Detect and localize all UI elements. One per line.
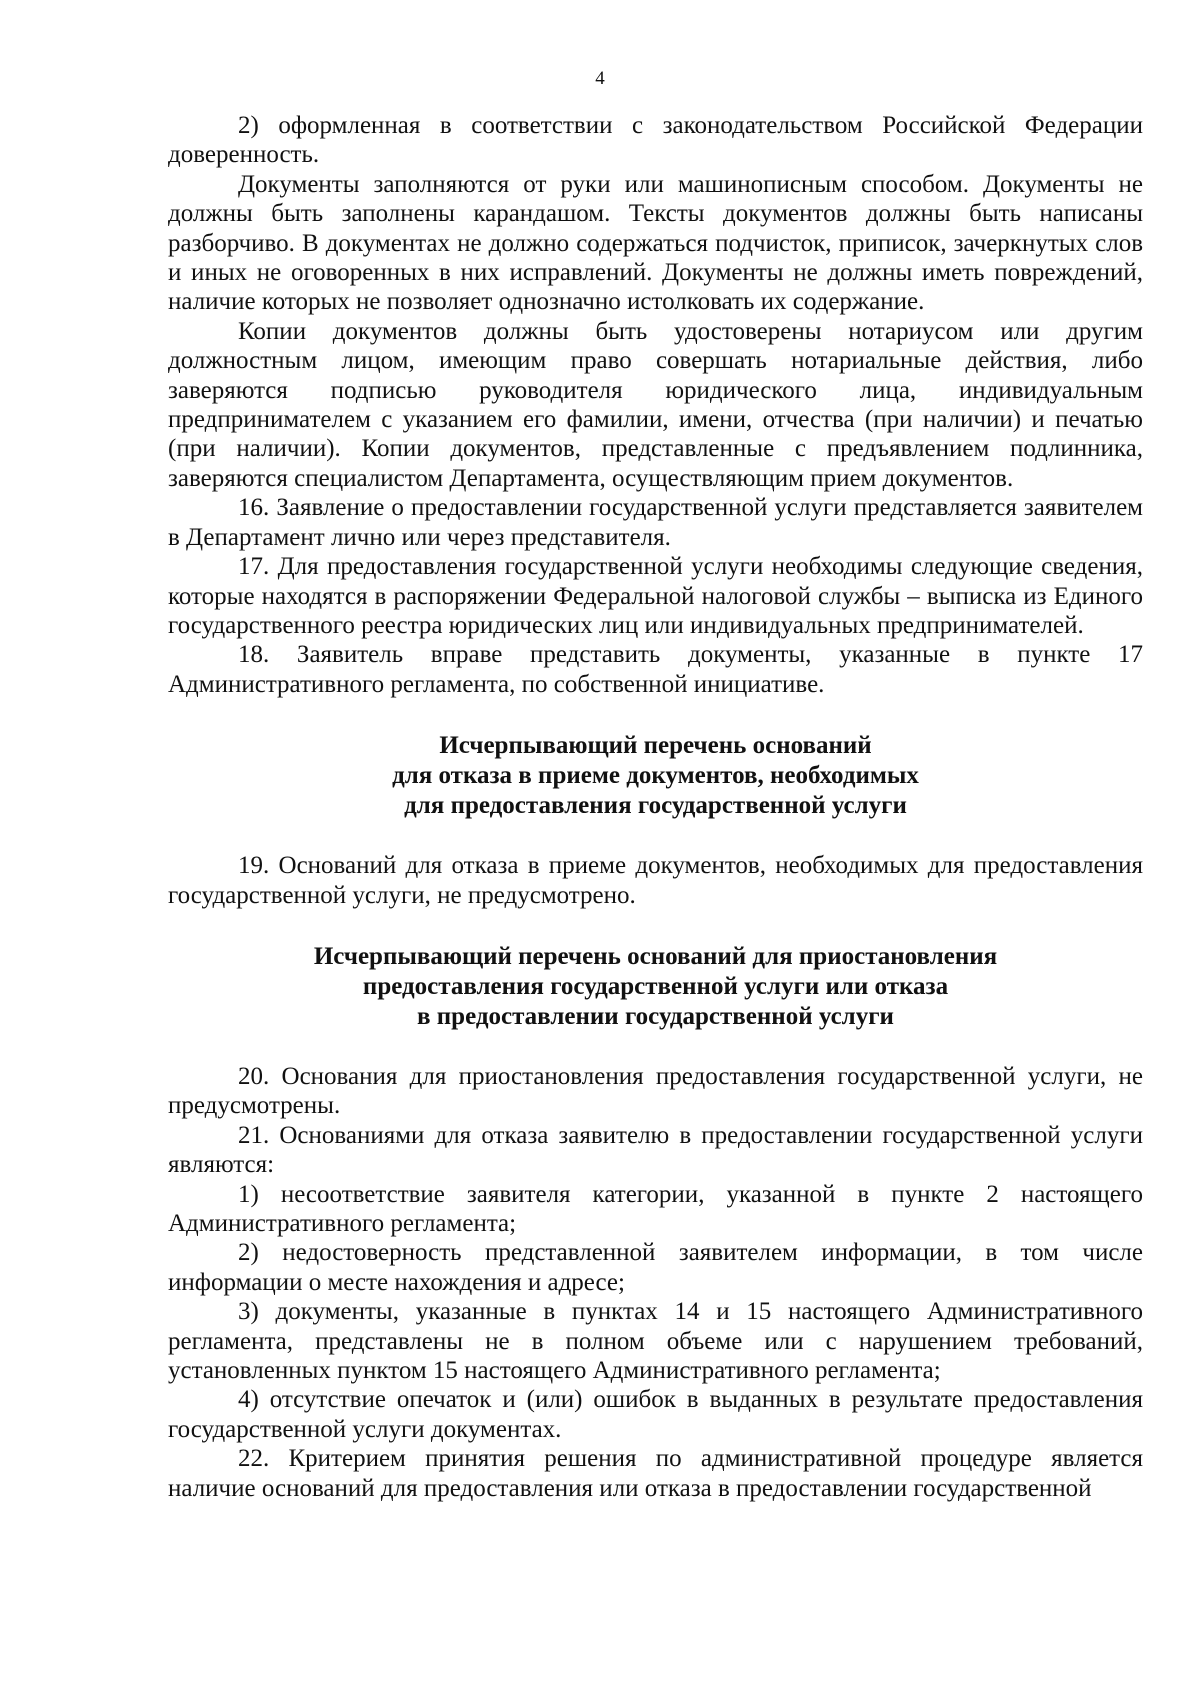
heading-line: Исчерпывающий перечень оснований для приостановления [313, 942, 998, 970]
heading-line: предоставления государственной услуги или отказа [362, 972, 949, 1000]
document-body [168, 111, 1143, 1503]
paragraph-21: 21. Основаниями для отказа заявителю в предоставлении государственной услуги являются: [168, 1121, 1143, 1179]
page-number: 4 [595, 68, 605, 89]
paragraph-18: 18. Заявитель вправе представить документы, указанные в пункте 17 Административного регламента, по собственной инициативе. [168, 641, 1143, 698]
paragraph-17: 17. Для предоставления государственной услуги необходимы следующие сведения, которые находятся в распоряжении Федеральной налоговой службы – выписка из Единого государственного реестра юридических лиц или индивидуальных предпринимателей. [168, 553, 1143, 639]
paragraph-16: 16. Заявление о предоставлении государственной услуги представляется заявителем в Департамент лично или через представителя. [168, 494, 1143, 551]
section-body-suspension-refusal [168, 1062, 1143, 1503]
paragraph-power-of-attorney: 2) оформленная в соответствии с законодательством Российской Федерации доверенность. [168, 112, 1143, 169]
paragraph-21-item-2: 2) недостоверность представленной заявителем информации, в том числе информации о месте нахождения и адресе; [168, 1239, 1143, 1296]
paragraph-22: 22. Критерием принятия решения по административной процедуре является наличие оснований для предоставления или отказа в предоставлении государственной [168, 1445, 1143, 1502]
paragraph-21-item-1: 1) несоответствие заявителя категории, указанной в пункте 2 настоящего Административного регламента; [168, 1180, 1143, 1237]
heading-line: для предоставления государственной услуги [404, 792, 907, 820]
paragraph-21-item-4: 4) отсутствие опечаток и (или) ошибок в выданных в результате предоставления государственной услуги документах. [168, 1386, 1143, 1443]
paragraph-21-item-3: 3) документы, указанные в пунктах 14 и 15 настоящего Административного регламента, представлены не в полном объеме или с нарушением требований, установленных пунктом 15 настоящего Административного регламента; [168, 1298, 1143, 1384]
heading-line: для отказа в приеме документов, необходимых [392, 762, 919, 790]
paragraph-20: 20. Основания для приостановления предоставления государственной услуги, не предусмотрены. [168, 1062, 1143, 1120]
heading-line: в предоставлении государственной услуги [417, 1002, 894, 1030]
paragraph-19: 19. Оснований для отказа в приеме документов, необходимых для предоставления государственной услуги, не предусмотрено. [168, 852, 1143, 909]
paragraph-document-requirements: Документы заполняются от руки или машинописным способом. Документы не должны быть заполнены карандашом. Тексты документов должны быть написаны разборчиво. В документах не должно содержаться подчисток, приписок, зачеркнутых слов и иных не оговоренных в них исправлений. Документы не должны иметь повреждений, наличие которых не позволяет однозначно истолковать их содержание. [168, 170, 1143, 316]
section-heading-refusal-acceptance [168, 731, 1143, 821]
section-body-refusal-acceptance [168, 851, 1143, 910]
heading-line: Исчерпывающий перечень оснований [439, 732, 872, 760]
paragraph-copies-certification: Копии документов должны быть удостоверены нотариусом или другим должностным лицом, имеющим право совершать нотариальные действия, либо заверяются подписью руководителя юридического лица, индивидуальным предпринимателем с указанием его фамилии, имени, отчества (при наличии) и печатью (при наличии). Копии документов, представленные с предъявлением подлинника, заверяются специалистом Департамента, осуществляющим прием документов. [168, 317, 1143, 492]
section-heading-suspension-refusal [168, 942, 1143, 1032]
